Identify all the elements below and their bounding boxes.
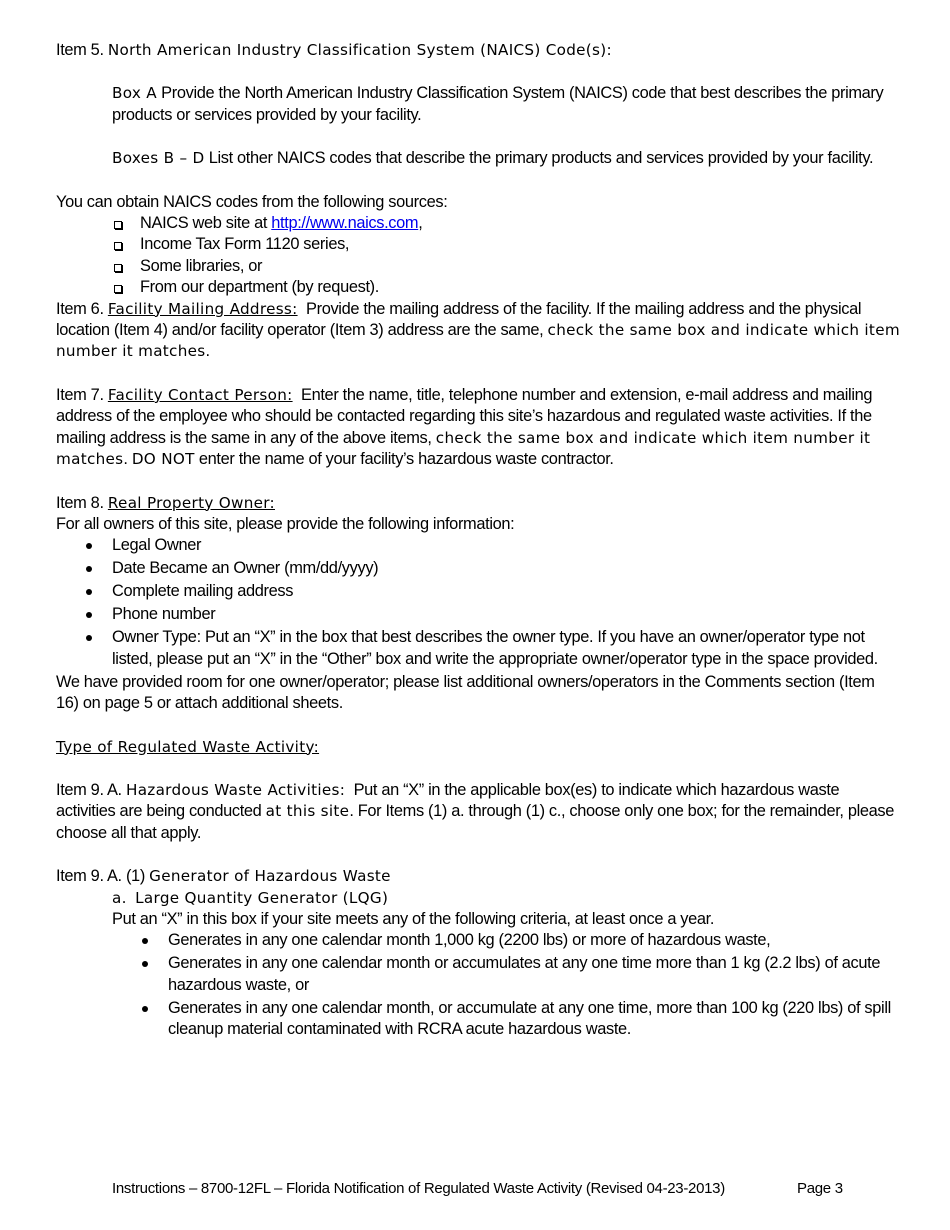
section-heading	[56, 737, 901, 758]
box-a-text: Provide the North American Industry Classification System (NAICS) code that best describes the primary products or services provided by your facility.	[112, 84, 884, 124]
lqg-letter: a.	[112, 888, 127, 907]
list-item: Phone number	[56, 604, 901, 625]
item7-mid: .	[123, 450, 132, 469]
item7-emphasis: check the same box and indicate which item number it matches	[56, 428, 871, 469]
item6-text: Provide the mailing address of the facility. If the mailing address and the physical location (Item 4) and/or facility operator (Item 3) address are the same,	[56, 299, 862, 340]
item9a-title: Hazardous Waste Activities:	[125, 780, 346, 799]
item8-outro: We have provided room for one owner/operator; please list additional owners/operators in the Comments section (Item 16) on page 5 or attach additional sheets.	[56, 672, 875, 713]
naics-link[interactable]: http://www.naics.com	[271, 214, 419, 233]
item5-heading	[56, 40, 901, 61]
item9a-end: . For Items (1) a. through (1) c., choose only one box; for the remainder, please choose all that apply.	[56, 802, 895, 842]
page-footer	[112, 1178, 843, 1199]
item6-prefix: Item 6.	[56, 299, 104, 318]
item9a-emphasis: at this site	[265, 802, 350, 821]
source-text: NAICS web site at	[140, 214, 272, 233]
item7-do-not: DO NOT	[131, 450, 195, 469]
list-item: Complete mailing address	[56, 581, 901, 602]
item6-paragraph	[56, 299, 901, 363]
item8-prefix: Item 8.	[56, 493, 104, 512]
item8-heading	[56, 493, 901, 514]
item9a-text: Put an “X” in the applicable box(es) to indicate which hazardous waste activities are being conducted	[56, 780, 840, 821]
item9a1-prefix: Item 9. A. (1)	[56, 867, 145, 886]
list-item: Owner Type: Put an “X” in the box that best describes the owner type. If you have an owner/operator type not listed, please put an “X” in the “Other” box and write the appropriate owner/operator type in the space provided.	[56, 627, 901, 670]
item6-title: Facility Mailing Address:	[107, 299, 298, 318]
item9a-prefix: Item 9. A.	[56, 780, 122, 799]
item5-box-a	[112, 83, 901, 126]
document-page	[56, 40, 901, 1042]
item7-prefix: Item 7.	[56, 385, 104, 404]
list-item: Generates in any one calendar month or accumulates at any one time more than 1 kg (2.2 lbs) of acute hazardous waste, or	[56, 953, 901, 996]
lqg-title: Large Quantity Generator (LQG)	[135, 888, 389, 907]
item7-title: Facility Contact Person:	[107, 385, 293, 404]
item5-prefix: Item 5.	[56, 41, 104, 59]
naics-sources-intro: You can obtain NAICS codes from the following sources:	[56, 192, 448, 211]
lqg-heading	[112, 888, 901, 909]
page-number: Page 3	[797, 1180, 843, 1197]
list-item: Income Tax Form 1120 series,	[112, 234, 901, 255]
list-item: Date Became an Owner (mm/dd/yyyy)	[56, 558, 901, 579]
item7-paragraph	[56, 385, 901, 471]
item7-text: Enter the name, title, telephone number and extension, e-mail address and mailing address of the employee who should be contacted regarding this site’s hazardous and regulated waste activities. If the mailing address is the same in any of the above items,	[56, 385, 873, 447]
list-item: Legal Owner	[56, 535, 901, 556]
boxes-b-d-label: Boxes B – D	[112, 149, 205, 168]
item9a-paragraph	[56, 780, 901, 844]
section-heading-text: Type of Regulated Waste Activity:	[56, 737, 320, 756]
list-item: Some libraries, or	[112, 256, 901, 277]
item9a1-heading	[56, 866, 901, 887]
lqg-intro: Put an “X” in this box if your site meets any of the following criteria, at least once a year.	[112, 909, 715, 928]
source-punct: ,	[418, 214, 423, 233]
item6-end: .	[205, 342, 210, 361]
footer-text: Instructions – 8700-12FL – Florida Notification of Regulated Waste Activity (Revised 04-23-2013)	[112, 1180, 725, 1197]
list-item: Generates in any one calendar month 1,000 kg (2200 lbs) or more of hazardous waste,	[56, 930, 901, 951]
item9a1-title: Generator of Hazardous Waste	[149, 867, 391, 886]
lqg-criteria-list	[56, 930, 901, 1040]
item7-end: enter the name of your facility’s hazardous waste contractor.	[194, 450, 614, 469]
item5-boxes-b-d	[112, 148, 901, 169]
list-item: Generates in any one calendar month, or accumulate at any one time, more than 100 kg (220 lbs) of spill cleanup material contaminated with RCRA acute hazardous waste.	[56, 998, 901, 1041]
naics-sources-list	[112, 213, 901, 299]
item8-title: Real Property Owner:	[107, 493, 275, 512]
item5-title: North American Industry Classification System (NAICS) Code(s):	[107, 41, 612, 59]
item6-emphasis: check the same box and indicate which item number it matches	[56, 321, 900, 361]
owner-info-list	[56, 535, 901, 670]
box-a-label: Box A	[112, 84, 157, 103]
boxes-b-d-text: List other NAICS codes that describe the primary products and services provided by your facility.	[208, 149, 874, 168]
list-item	[112, 213, 901, 234]
list-item: From our department (by request).	[112, 277, 901, 298]
item8-intro: For all owners of this site, please provide the following information:	[56, 514, 515, 533]
